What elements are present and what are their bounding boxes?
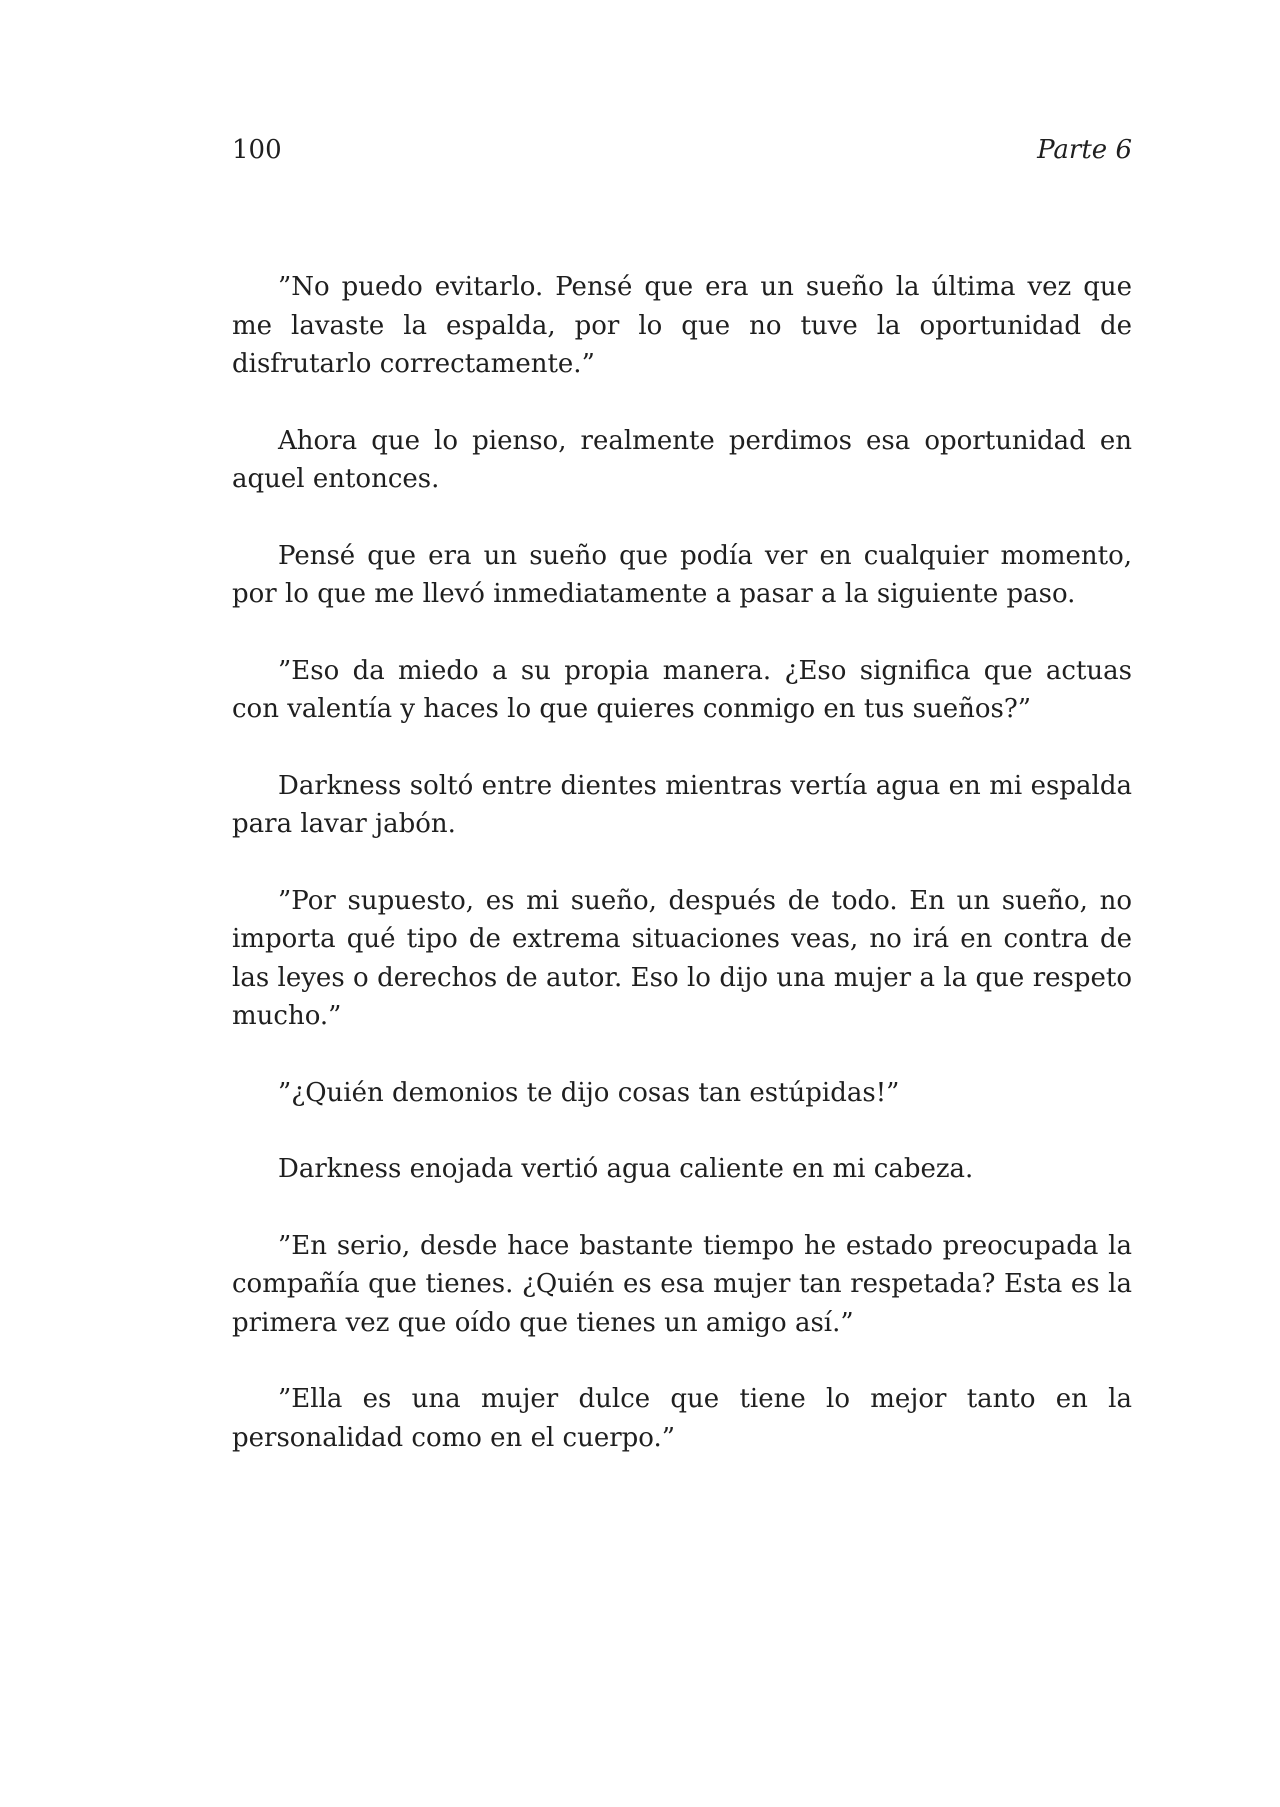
paragraph: Darkness enojada vertió agua caliente en mi cabeza.	[278, 1154, 974, 1184]
paragraph: ”Eso da miedo a su propia manera. ¿Eso significa que actuas con valentía y haces lo que quieres conmigo en tus sueños?”	[232, 655, 1132, 724]
paragraph: Ahora que lo pienso, realmente perdimos esa oportunidad en aquel entonces.	[232, 425, 1132, 494]
page-number: 100	[232, 135, 282, 165]
paragraph: ”En serio, desde hace bastante tiempo he estado preocupada la compañía que tienes. ¿Quién es esa mujer tan respetada? Esta es la primera vez que oído que tienes un amigo así.”	[232, 1230, 1132, 1338]
running-head: Parte 6	[1037, 135, 1132, 165]
page-header	[232, 128, 1132, 172]
paragraph: ”Por supuesto, es mi sueño, después de todo. En un sueño, no importa qué tipo de extrema situaciones veas, no irá en contra de las leyes o derechos de autor. Eso lo dijo una mujer a la que respeto mucho.”	[232, 885, 1132, 1031]
paragraph: Darkness soltó entre dientes mientras vertía agua en mi espalda para lavar jabón.	[232, 770, 1132, 839]
paragraph: Pensé que era un sueño que podía ver en cualquier momento, por lo que me llevó inmediatamente a pasar a la siguiente paso.	[232, 540, 1132, 609]
body-text	[232, 268, 1132, 1457]
book-page	[232, 128, 1132, 1495]
paragraph: ”No puedo evitarlo. Pensé que era un sueño la última vez que me lavaste la espalda, por lo que no tuve la oportunidad de disfrutarlo correctamente.”	[232, 272, 1132, 379]
paragraph: ”Ella es una mujer dulce que tiene lo mejor tanto en la personalidad como en el cuerpo.”	[232, 1384, 1132, 1453]
paragraph: ”¿Quién demonios te dijo cosas tan estúpidas!”	[278, 1077, 900, 1108]
